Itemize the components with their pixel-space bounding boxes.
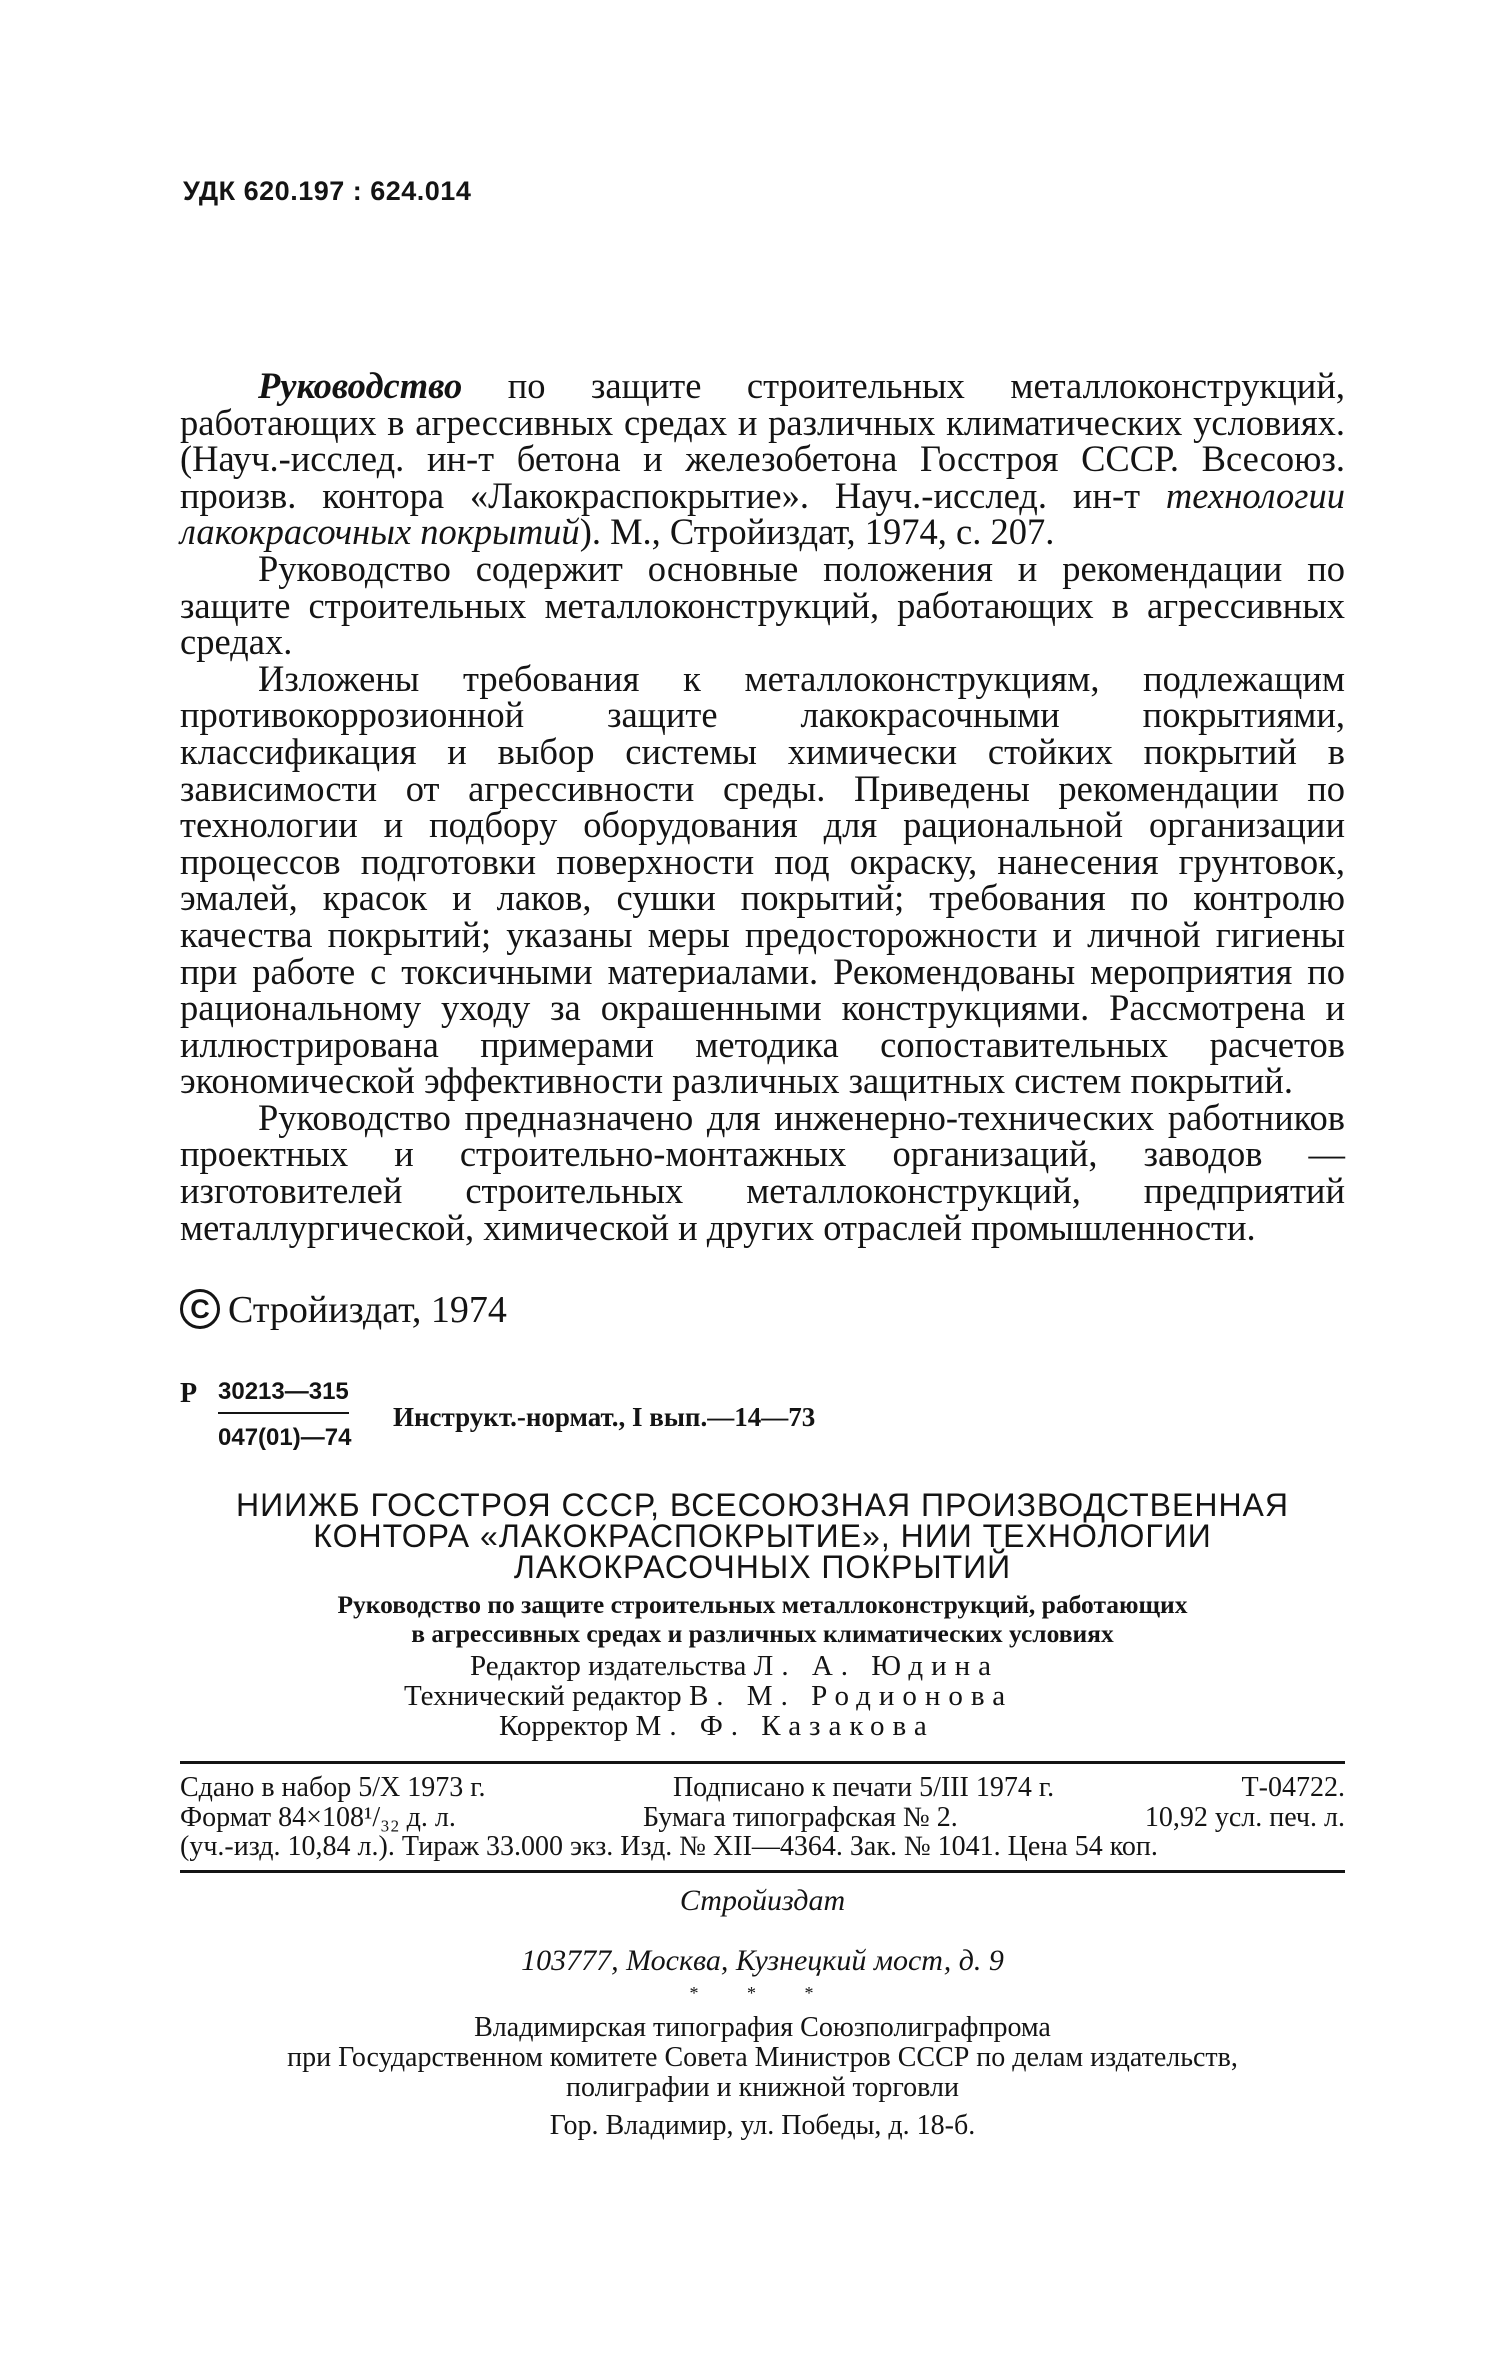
- pubinfo-row: [180, 1803, 1345, 1833]
- credit-name: Л. А. Юдина: [753, 1650, 1000, 1682]
- abstract-paragraph-1: [180, 365, 1345, 553]
- credit-role: Корректор: [499, 1710, 629, 1742]
- book-title-line: Руководство по защите строительных металлоконструкций, работающих: [337, 1590, 1188, 1619]
- printer-info: [180, 2013, 1345, 2141]
- abstract-title: Руководство: [258, 365, 463, 406]
- abstract-italic: технологии лакокрасочных покрытий: [180, 474, 1345, 553]
- abstract-paragraph-2: Руководство содержит основные положения и рекомендации по защите строительных металлоконструкций, работающих в агрессивных средах.: [180, 547, 1345, 663]
- credit-editor: [470, 1651, 999, 1681]
- abstract-text: по защите строительных металлоконструкций, работающих в агрессивных средах и различных климатических условиях. (Науч.-исслед. ин-т бетона и железобетона Госстроя СССР. Всесоюз. произв. контора «Лакокраспокрытие». Науч.-исслед. ин-т: [180, 365, 1345, 516]
- index-letter: Р: [180, 1378, 198, 1409]
- separator-stars: * * *: [689, 1983, 836, 2003]
- printer-line: Владимирская типография Союзполиграфпрома: [474, 2012, 1051, 2043]
- abstract: [180, 365, 1345, 1248]
- credit-name: М. Ф. Казакова: [635, 1710, 935, 1742]
- org-line: ЛАКОКРАСОЧНЫХ ПОКРЫТИЙ: [513, 1549, 1012, 1585]
- pubinfo-row: [180, 1773, 1345, 1803]
- publisher-name: Стройиздат: [679, 1884, 846, 1917]
- credit-name: В. М. Родионова: [688, 1680, 1014, 1712]
- org-line: НИИЖБ ГОССТРОЯ СССР, ВСЕСОЮЗНАЯ ПРОИЗВОДСТВЕННАЯ: [236, 1487, 1289, 1523]
- publisher-address: 103777, Москва, Кузнецкий мост, д. 9: [521, 1944, 1004, 1977]
- org-line: КОНТОРА «ЛАКОКРАСПОКРЫТИЕ», НИИ ТЕХНОЛОГИИ: [313, 1518, 1212, 1554]
- copyright: [180, 1288, 507, 1333]
- copyright-icon: C: [180, 1289, 220, 1329]
- abstract-text: ). М., Стройиздат, 1974, с. 207.: [579, 511, 1055, 553]
- copyright-text: Стройиздат, 1974: [228, 1289, 507, 1331]
- printer-line: Гор. Владимир, ул. Победы, д. 18-б.: [549, 2110, 976, 2141]
- book-title-line: в агрессивных средах и различных климатических условиях: [411, 1619, 1114, 1648]
- divider: [180, 1761, 1345, 1764]
- pubinfo-cell: Т-04722.: [1241, 1772, 1345, 1803]
- organizations: [180, 1487, 1345, 1585]
- printer-line: при Государственном комитете Совета Министров СССР по делам издательств,: [287, 2042, 1238, 2073]
- pubinfo-cell: Формат 84×108¹/₃₂ д. л.: [180, 1801, 456, 1833]
- index-denominator: 047(01)—74: [218, 1424, 352, 1451]
- publication-info: [180, 1773, 1345, 1862]
- divider: [180, 1870, 1345, 1873]
- credit-role: Технический редактор: [404, 1680, 682, 1712]
- pubinfo-cell: 10,92 усл. печ. л.: [1144, 1801, 1345, 1833]
- pubinfo-cell: Сдано в набор 5/Х 1973 г.: [180, 1772, 486, 1803]
- abstract-paragraph-4: Руководство предназначено для инженерно-технических работников проектных и строительно-монтажных организаций, заводов — изготовителей строительных металлоконструкций, предприятий металлургической, химической и других отраслей промышленности.: [180, 1096, 1345, 1248]
- pubinfo-cell: Бумага типографская № 2.: [642, 1801, 958, 1833]
- index-numerator: 30213—315: [218, 1378, 349, 1414]
- pubinfo-cell: Подписано к печати 5/III 1974 г.: [672, 1772, 1055, 1803]
- book-title: [180, 1590, 1345, 1648]
- udk-code: УДК 620.197 : 624.014: [183, 176, 472, 206]
- credit-corrector: [499, 1711, 935, 1741]
- index-text: Инструкт.-нормат., I вып.—14—73: [393, 1402, 816, 1432]
- printer-line: полиграфии и книжной торговли: [566, 2072, 959, 2103]
- credit-tech-editor: [404, 1681, 1013, 1711]
- pubinfo-cell: (уч.-изд. 10,84 л.). Тираж 33.000 экз. Изд. № XII—4364. Зак. № 1041. Цена 54 коп.: [180, 1831, 1158, 1862]
- credit-role: Редактор издательства: [470, 1650, 747, 1682]
- pubinfo-row: [180, 1832, 1345, 1862]
- abstract-paragraph-3: Изложены требования к металлоконструкциям, подлежащим противокоррозионной защите лакокрасочными покрытиями, классификация и выбор системы химически стойких покрытий в зависимости от агрессивности среды. Приведены рекомендации по технологии и подбору оборудования для рациональной организации процессов подготовки поверхности под окраску, нанесения грунтовок, эмалей, красок и лаков, сушки покрытий; требования по контролю качества покрытий; указаны меры предосторожности и личной гигиены при работе с токсичными материалами. Рекомендованы мероприятия по рациональному уходу за окрашенными конструкциями. Рассмотрена и иллюстрирована примерами методика сопоставительных расчетов экономической эффективности различных защитных систем покрытий.: [180, 657, 1345, 1102]
